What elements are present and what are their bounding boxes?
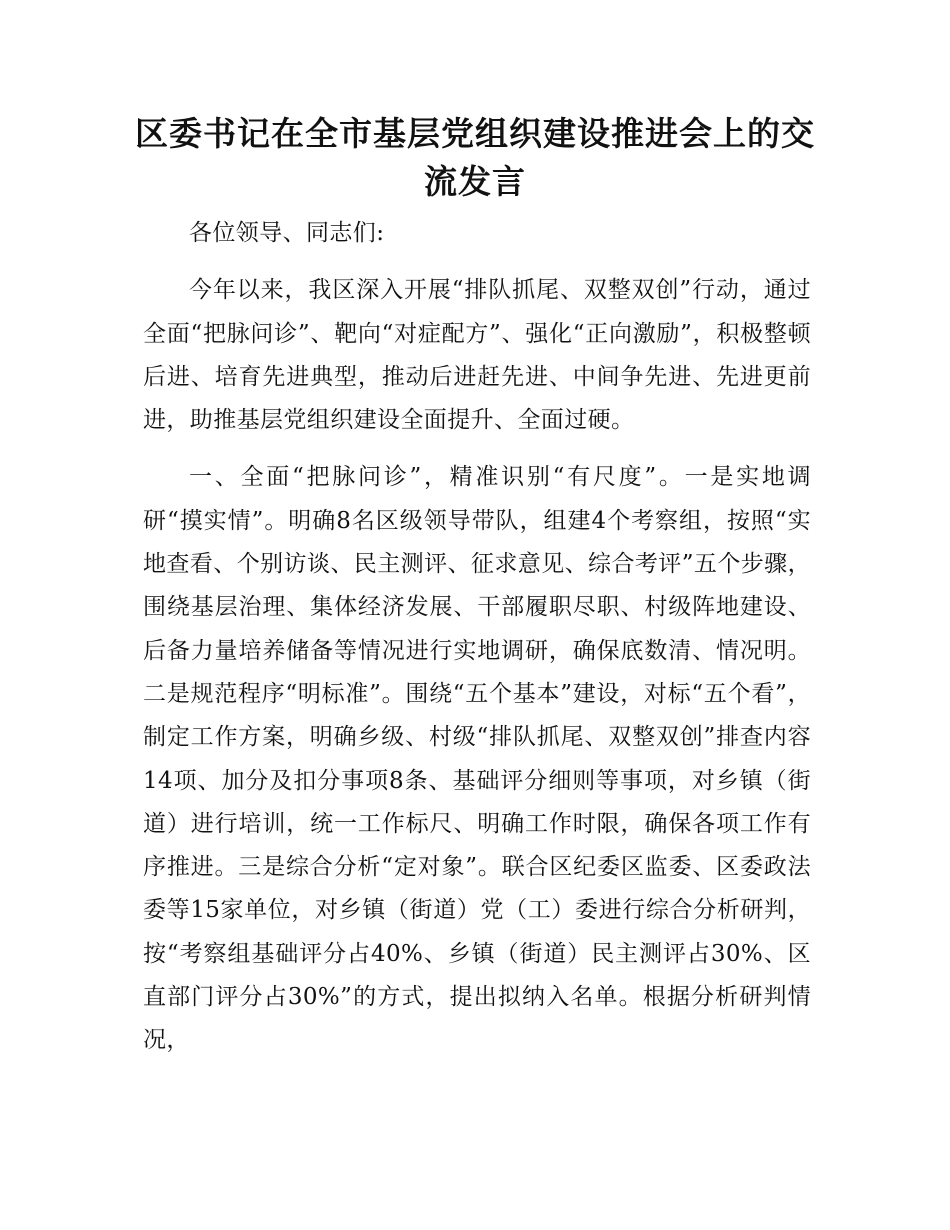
document-body xyxy=(143,212,811,1063)
paragraph-section-one: 一、全面“把脉问诊”，精准识别“有尺度”。一是实地调研“摸实情”。明确8名区级领导带队，组建4个考察组，按照“实地查看、个别访谈、民主测评、征求意见、综合考评”五个步骤，围绕基层治理、集体经济发展、干部履职尽职、村级阵地建设、后备力量培养储备等情况进行实地调研，确保底数清、情况明。二是规范程序“明标准”。围绕“五个基本”建设，对标“五个看”，制定工作方案，明确乡级、村级“排队抓尾、双整双创”排查内容14项、加分及扣分事项8条、基础评分细则等事项，对乡镇（街道）进行培训，统一工作标尺、明确工作时限，确保各项工作有序推进。三是综合分析“定对象”。联合区纪委区监委、区委政法委等15家单位，对乡镇（街道）党（工）委进行综合分析研判，按“考察组基础评分占40%、乡镇（街道）民主测评占30%、区直部门评分占30%”的方式，提出拟纳入名单。根据分析研判情况， xyxy=(143,464,811,1054)
document-title: 区委书记在全市基层党组织建设推进会上的交流发言 xyxy=(135,114,815,201)
paragraph-intro: 今年以来，我区深入开展“排队抓尾、双整双创”行动，通过全面“把脉问诊”、靶向“对症配方”、强化“正向激励”，积极整顿后进、培育先进典型，推动后进赶先进、中间争先进、先进更前进，助推基层党组织建设全面提升、全面过硬。 xyxy=(143,277,811,434)
salutation: 各位领导、同志们: xyxy=(189,220,385,246)
